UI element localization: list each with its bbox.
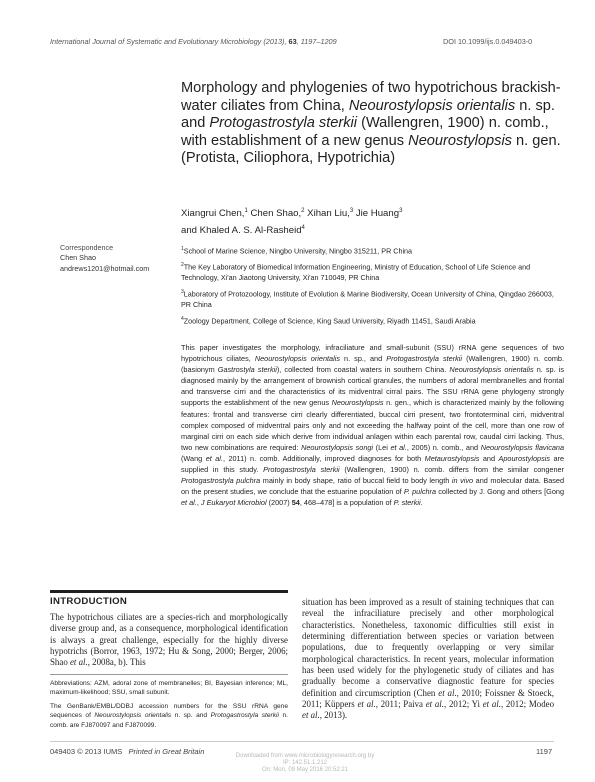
- intro-column-left: The hypotrichous ciliates are a species-rich and morphologically diverse group and, as a consequence, morphological identification is always a great challenge, especially for the highly diverse hypotrichs (Borror, 1963, 1972; Hu & Song, 2000; Berger, 2006; Shao et al., 2008a, b). This: [50, 612, 288, 668]
- volume: 63: [288, 37, 297, 46]
- download-watermark: Downloaded from www.microbiologyresearch.org by IP: 142.51.1.212 On: Mon, 09 May 2016 20:52:21: [235, 753, 375, 773]
- author-list: Xiangrui Chen,$^1$ Chen Shao,$^2$ Xihan Liu,$^3$ Jie Huang$^3$ and Khaled A. S. Al-Rasheid$^4$: [181, 208, 403, 237]
- author: Xihan Liu,: [307, 208, 350, 220]
- author: and Khaled A. S. Al-Rasheid: [181, 225, 302, 237]
- running-header: International Journal of Systematic and Evolutionary Microbiology (2013), 63, 1197–1209: [50, 37, 337, 46]
- doi: DOI 10.1099/ijs.0.049403-0: [443, 37, 533, 46]
- author: Jie Huang: [355, 208, 400, 220]
- footnote-rule: [50, 674, 288, 675]
- affiliation: $^3$Laboratory of Protozoology, Institute of Evolution & Marine Biodiversity, Ocean University of China, Qingdao 266003, PR China: [181, 289, 554, 309]
- footer-printed: Printed in Great Britain: [128, 747, 205, 756]
- affiliation: $^2$The Key Laboratory of Biomedical Information Engineering, Ministry of Education, School of Life Science and Technology, Xi'an Jiaotong University, Xi'an 710049, PR China: [181, 262, 531, 282]
- footer-copyright: 049403 © 2013 IUMS Printed in Great Britain: [50, 747, 205, 756]
- author: Xiangrui Chen,: [181, 208, 245, 220]
- correspondence-email[interactable]: andrews1201@hotmail.com: [60, 263, 150, 273]
- page-number: 1197: [536, 747, 553, 756]
- affiliation: $^1$School of Marine Science, Ningbo University, Ningbo 315211, PR China: [181, 246, 413, 256]
- section-heading: INTRODUCTION: [50, 596, 128, 607]
- author: Chen Shao,: [250, 208, 302, 220]
- correspondence-heading: Correspondence: [60, 243, 114, 252]
- article-title: Morphology and phylogenies of two hypotrichous brackish-water ciliates from China, Neourostylopsis orientalis n. sp. and Protogastrostyla sterkii (Wallengren, 1900) n. comb., with establishment of a new genus Neourostylopsis n. gen. (Protista, Ciliophora, Hypotrichia): [181, 80, 561, 167]
- correspondence: [60, 243, 175, 274]
- section-rule: [50, 590, 288, 593]
- accession-note: The GenBank/EMBL/DDBJ accession numbers for the SSU rRNA gene sequences of Neourostylopsis orientalis n. sp. and Protogastrostyla sterkii n. comb. are FJ870097 and FJ870099.: [50, 703, 288, 729]
- intro-column-right: situation has been improved as a result of staining techniques that can reveal the infraciliature precisely and other morphological characteristics. Nonetheless, taxonomic difficulties still exist in determining differentiation between species or variation between populations, due to frequently overlapping or very similar morphological characteristics. In recent years, molecular information has been used widely for the phylogenetic study of ciliates and has gradually become a conservative diagnostic feature for species definition and circumscription (Chen et al., 2010; Foissner & Stoeck, 2011; Küppers et al., 2011; Paiva et al., 2012; Yi et al., 2012; Modeo et al., 2013).: [302, 597, 555, 721]
- correspondence-name: Chen Shao: [60, 253, 96, 263]
- affiliation: $^4$Zoology Department, College of Science, King Saud University, Riyadh 11451, Saudi Arabia: [181, 316, 476, 326]
- footer-rule: [50, 741, 554, 742]
- journal-name: International Journal of Systematic and Evolutionary Microbiology: [50, 37, 262, 46]
- abstract: This paper investigates the morphology, infraciliature and small-subunit (SSU) rRNA gene sequences of two hypotrichous ciliates, Neourostylopsis orientalis n. sp., and Protogastrostyla sterkii (Wallengren, 1900) n. comb. (basionym Gastrostyla sterkii), collected from coastal waters in southern China. Neourostylopsis orientalis n. sp. is diagnosed mainly by the arrangement of brownish cortical granules, the numbers of adoral membranelles and frontal and transverse cirri and the characteristics of its midventral cirral pairs. The SSU rRNA gene phylogeny strongly supports the establishment of the new genus Neourostylopsis n. gen., which is characterized mainly by the following features: frontal and transverse cirri clearly differentiated, buccal cirri present, two frontoterminal cirri, midventral complex composed of midventral pairs only and not exceeding the halfway point of the cell, more than one row of marginal cirri on each side which derive from individual anlagen within each parental row, caudal cirri lacking. Thus, two new combinations are required: Neourostylopsis songi (Lei et al., 2005) n. comb., and Neourostylopsis flavicana (Wang et al., 2011) n. comb. Additionally, improved diagnoses for both Metaurostylopsis and Apourostylopsis are supplied in this study. Protogastrostyla sterkii (Wallengren, 1900) n. comb. differs from the similar congener Protogastrostyla pulchra mainly in body shape, ratio of buccal field to body length in vivo and molecular data. Based on the present studies, we conclude that the estuarine population of P. pulchra collected by J. Gong and others [Gong et al., J Eukaryot Microbiol (2007) 54, 468–478] is a population of P. sterkii.: [181, 343, 565, 508]
- abbreviations-note: Abbreviations: AZM, adoral zone of membranelles; BI, Bayesian inference; ML, maximum-likelihood; SSU, small subunit.: [50, 680, 288, 697]
